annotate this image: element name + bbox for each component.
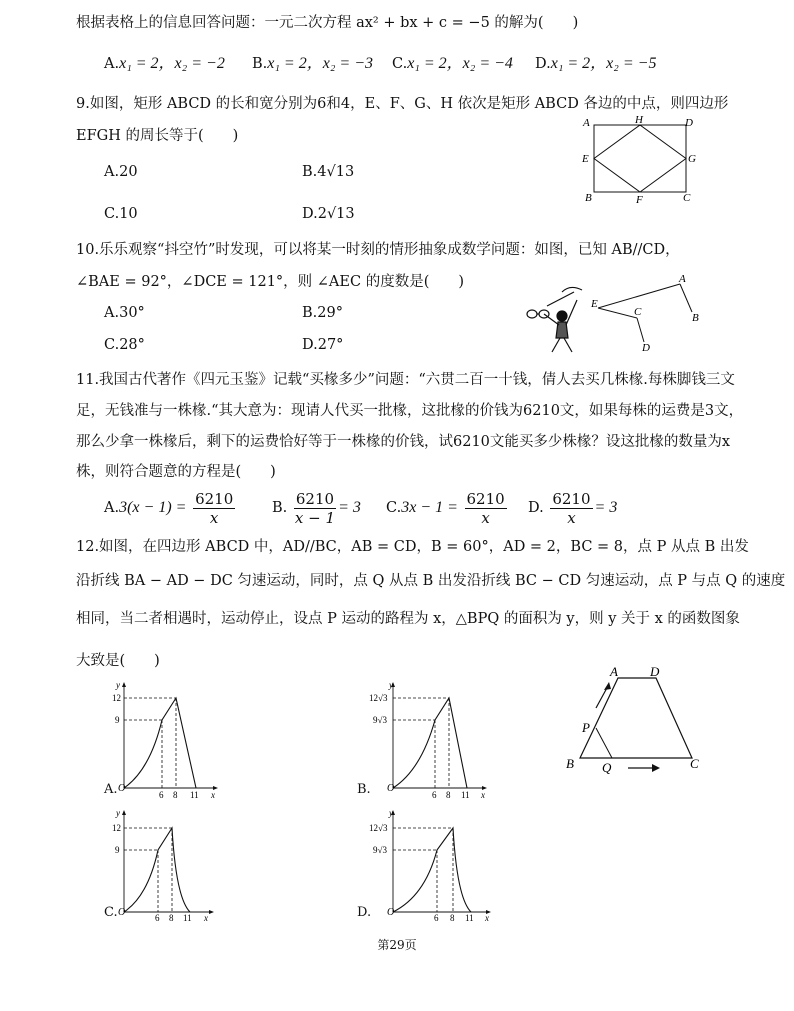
q11-line3: 那么少拿一株椽后，剩下的运费恰好等于一株椽的价钱，试6210文能买多少株椽？设这批椽的数量为x [76,434,731,450]
q12-line2: 沿折线 BA − AD − DC 匀速运动，同时，点 Q 从点 B 出发沿折线 BC − CD 匀速运动，点 P 与点 Q 的速度 [76,573,786,589]
graph-c-y-tick-12: 12 [112,823,121,833]
graph-d[interactable] [367,808,497,923]
q10-label-c: C [634,306,642,318]
q12-trapezoid-figure [560,664,710,780]
q9-option-c[interactable]: C.10 [104,206,138,222]
q8-option-b[interactable]: B.x₁ = 2，x₂ = −3 [252,55,373,72]
q9-label-a: A [583,117,590,129]
q12-label-d: D [650,664,660,679]
graph-b[interactable] [367,678,497,798]
q9-label-b: B [585,192,592,204]
q9-rectangle-figure [575,114,705,206]
graph-d-y-axis: y [389,808,393,818]
q9-label-e: E [582,153,589,165]
q10-option-b[interactable]: B.29° [302,305,343,321]
graph-a-x-tick-6: 6 [159,790,164,798]
graph-d-x-tick-11: 11 [465,913,474,923]
q12-label-b: B [566,756,574,771]
q9-line2: EFGH 的周长等于( ) [76,128,239,144]
q11-line1: 11.我国古代著作《四元玉鉴》记载“买椽多少”问题：“六贯二百一十钱，倩人去买几株椽.每株脚钱三文 [76,372,735,388]
q9-label-h: H [635,114,643,126]
q10-line1: 10.乐乐观察“抖空竹”时发现，可以将某一时刻的情形抽象成数学问题：如图，已知 AB//CD， [76,242,680,258]
page-number: 第29页 [377,938,417,952]
q10-label-a: A [679,273,686,285]
person-illustration [527,287,582,352]
q9-option-a[interactable]: A.20 [104,164,138,180]
graph-c[interactable] [112,808,222,923]
q10-option-a[interactable]: A.30° [104,305,145,321]
graph-b-y-axis: y [389,680,393,690]
q8-stem: 根据表格上的信息回答问题：一元二次方程 ax² + bx + c = −5 的解为( ) [76,15,579,31]
graph-d-y-tick-12r3: 12√3 [369,823,388,833]
q9-label-f: F [636,194,643,206]
graph-b-x-axis: x [481,790,485,798]
q12-label-p: P [582,720,590,735]
graph-a-x-tick-8: 8 [173,790,178,798]
q10-line2: ∠BAE = 92°，∠DCE = 121°，则 ∠AEC 的度数是( ) [76,274,465,290]
q10-option-d[interactable]: D.27° [302,337,344,353]
q12-line1: 12.如图，在四边形 ABCD 中，AD//BC，AB = CD，B = 60°，AD = 2，BC = 8，点 P 从点 B 出发 [76,539,749,555]
q9-option-d[interactable]: D.2√13 [302,206,355,222]
q10-label-d: D [642,342,650,354]
q11-option-a[interactable]: A.3(x − 1) = $\frac{6210}{x}$ [104,489,234,527]
graph-d-x-axis: x [485,913,489,923]
q12-label-c: C [690,756,699,771]
q12-line4: 大致是( ) [76,653,160,669]
graph-a-x-axis: x [211,790,215,798]
q11-option-d[interactable]: D. $\frac{6210}{x}$ = 3 [528,489,618,527]
q9-label-g: G [688,153,696,165]
graph-c-x-tick-11: 11 [183,913,192,923]
graph-c-x-axis: x [204,913,208,923]
q11-option-b[interactable]: B. $\frac{6210}{x - 1}$ = 3 [272,489,361,527]
graph-c-x-tick-6: 6 [155,913,160,923]
graph-b-y-tick-12r3: 12√3 [369,693,388,703]
graph-c-y-axis: y [116,808,120,818]
q9-label-c: C [683,192,691,204]
graph-c-origin: O [118,907,126,918]
graph-c-x-tick-8: 8 [169,913,174,923]
graph-a[interactable] [112,678,222,798]
q11-option-c[interactable]: C.3x − 1 = $\frac{6210}{x}$ [386,489,505,527]
q9-line1: 9.如图，矩形 ABCD 的长和宽分别为6和4，E、F、G、H 依次是矩形 ABCD 各边的中点，则四边形 [76,96,729,112]
q9-option-b[interactable]: B.4√13 [302,164,355,180]
q10-label-e: E [591,298,598,310]
graph-b-x-tick-11: 11 [461,790,470,798]
graph-d-letter[interactable]: D. [357,905,372,920]
graph-d-origin: O [387,907,395,918]
graph-d-x-tick-8: 8 [450,913,455,923]
q11-line4: 株，则符合题意的方程是( ) [76,464,276,480]
q8-option-c[interactable]: C.x₁ = 2，x₂ = −4 [392,55,513,72]
q12-label-q: Q [602,760,612,775]
graph-b-x-tick-6: 6 [432,790,437,798]
graph-a-letter[interactable]: A. [104,782,118,797]
q9-label-d: D [685,117,693,129]
q8-option-a[interactable]: A.x₁ = 2，x₂ = −2 [104,55,225,72]
graph-b-letter[interactable]: B. [357,782,371,797]
graph-a-y-tick-9: 9 [115,715,120,725]
q10-kongzhu-figure [522,270,712,360]
graph-c-letter[interactable]: C. [104,905,118,920]
q12-label-a: A [610,664,618,679]
q10-option-c[interactable]: C.28° [104,337,145,353]
graph-d-x-tick-6: 6 [434,913,439,923]
graph-d-y-tick-9r3: 9√3 [373,845,387,855]
graph-b-y-tick-9r3: 9√3 [373,715,387,725]
graph-b-x-tick-8: 8 [446,790,451,798]
graph-b-origin: O [387,783,395,794]
q12-line3: 相同，当二者相遇时，运动停止，设点 P 运动的路程为 x，△BPQ 的面积为 y，则 y 关于 x 的函数图象 [76,611,740,627]
graph-a-origin: O [118,783,126,794]
graph-a-y-axis: y [116,680,120,690]
q11-line2: 足，无钱准与一株椽.“其大意为：现请人代买一批椽，这批椽的价钱为6210文，如果每株的运费是3文， [76,403,744,419]
q10-label-b: B [692,312,699,324]
q8-option-d[interactable]: D.x₁ = 2，x₂ = −5 [535,55,657,72]
graph-a-x-tick-11: 11 [190,790,199,798]
graph-c-y-tick-9: 9 [115,845,120,855]
graph-a-y-tick-12: 12 [112,693,121,703]
